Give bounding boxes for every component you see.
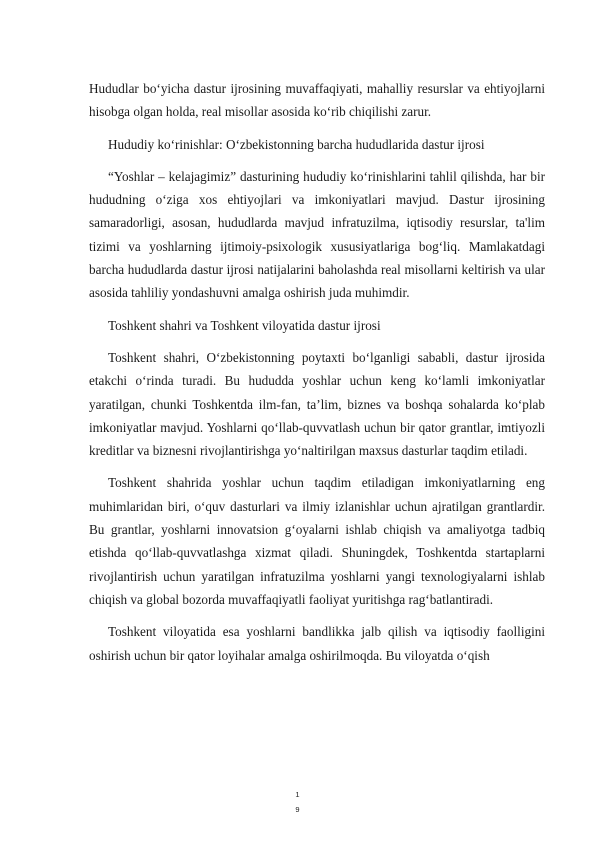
document-body [89,77,545,676]
section-heading-regional: Hududiy ko‘rinishlar: O‘zbekistonning barcha hududlarida dastur ijrosi [108,136,485,152]
page-number-bottom: 9 [295,805,300,814]
paragraph-tashkent-city: Toshkent shahri, O‘zbekistonning poytaxti bo‘lganligi sababli, dastur ijrosida etakchi o‘rinda turadi. Bu hududda yoshlar uchun keng ko‘lamli imkoniyatlar yaratilgan, chunki Toshkentda ilm-fan, ta’lim, biznes va boshqa sohalarda ko‘plab imkoniyatlar mavjud. Yoshlarni qo‘llab-quvvatlash uchun bir qator grantlar, imtiyozli kreditlar va biznesni rivojlantirishga yo‘naltirilgan maxsus dasturlar taqdim etiladi. [89,349,545,459]
paragraph-intro: Hududlar bo‘yicha dastur ijrosining muvaffaqiyati, mahalliy resurslar va ehtiyojlarni hisobga olgan holda, real misollar asosida ko‘rib chiqilishi zarur. [89,81,545,120]
paragraph-regional-analysis: “Yoshlar – kelajagimiz” dasturining hududiy ko‘rinishlarini tahlil qilishda, har bir hududning o‘ziga xos ehtiyojlari va imkoniyatlari mavjud. Dastur ijrosining samaradorligi, asosan, hududlarda mavjud infratuzilma, iqtisodiy resurslar, ta'lim tizimi va yoshlarning ijtimoiy-psixologik xususiyatlariga bog‘liq. Mamlakatdagi barcha hududlarda dastur ijrosi natijalarini baholashda real misollarni keltirish va ular asosida tahliliy yondashuvni amalga oshirish juda muhimdir. [89,168,545,301]
section-heading-tashkent: Toshkent shahri va Toshkent viloyatida dastur ijrosi [108,317,381,333]
paragraph-tashkent-grants: Toshkent shahrida yoshlar uchun taqdim etiladigan imkoniyatlarning eng muhimlaridan biri, o‘quv dasturlari va ilmiy izlanishlar uchun ajratilgan grantlardir. Bu grantlar, yoshlarni innovatsion g‘oyalarni ishlab chiqish va amaliyotga tadbiq etishda qo‘llab-quvvatlashga xizmat qiladi. Shuningdek, Toshkentda startaplarni rivojlantirish uchun yaratilgan infratuzilma yoshlarni yangi texnologiyalarni ishlab chiqish va global bozorda muvaffaqiyatli faoliyat yuritishga rag‘batlantiradi. [89,475,545,607]
page-number-top: 1 [295,790,300,799]
paragraph-tashkent-region: Toshkent viloyatida esa yoshlarni bandlikka jalb qilish va iqtisodiy faolligini oshirish uchun bir qator loyihalar amalga oshirilmoqda. Bu viloyatda o‘qish [89,624,545,663]
